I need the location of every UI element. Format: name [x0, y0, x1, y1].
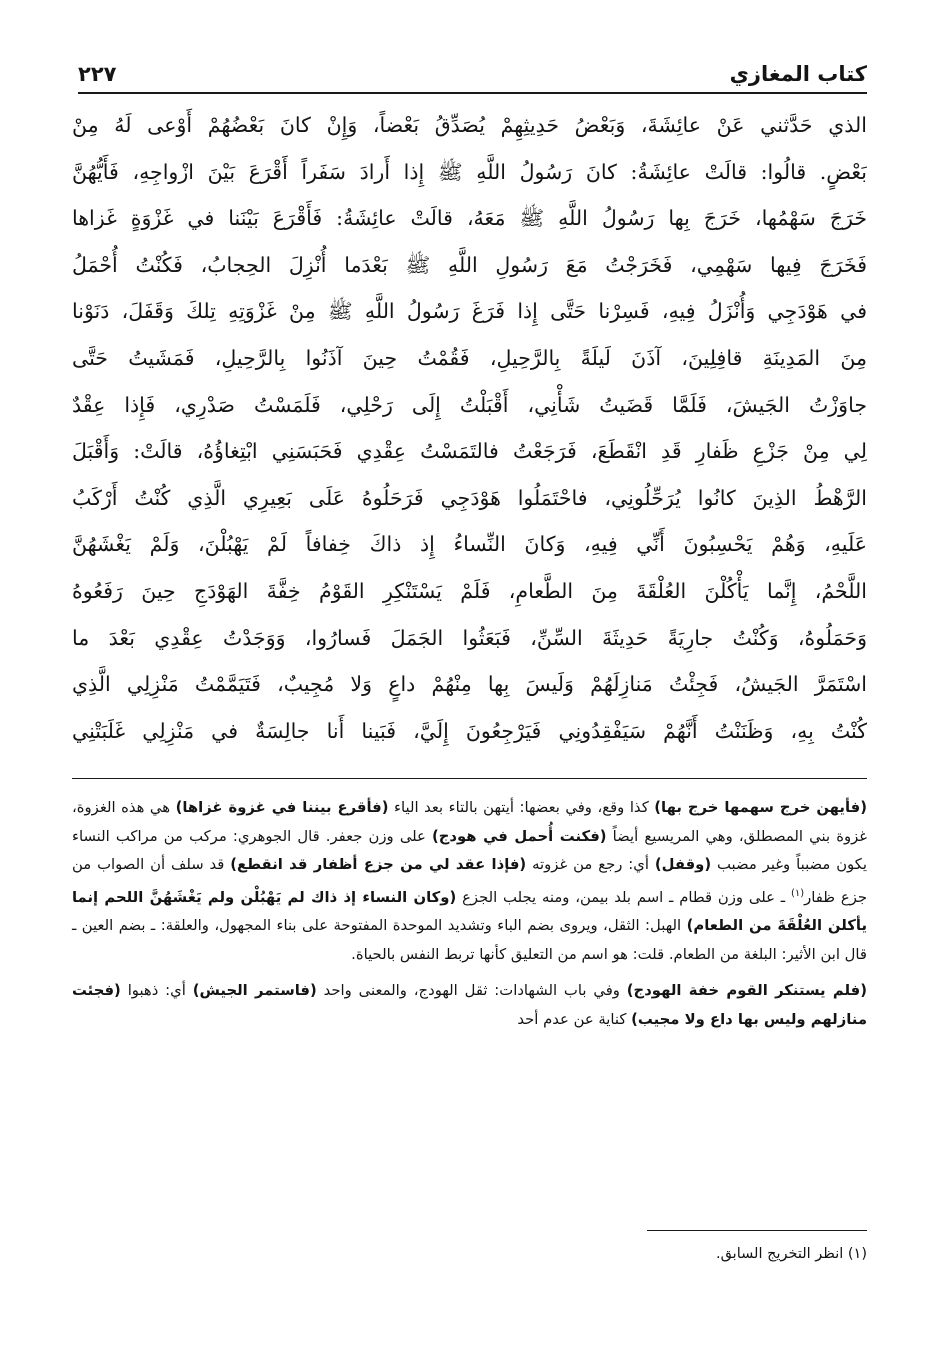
commentary-text: كذا وقع، وفي بعضها: أيتهن بالتاء بعد الياء [388, 799, 655, 816]
commentary-lemma: (فكنت أُحمل في هودج) [432, 827, 607, 845]
page-header [78, 46, 867, 94]
text-line: اسْتَمَرَّ الجَيشُ، فَجِئْتُ مَنازِلَهُمْ وَلَيسَ بِها مِنْهُمْ داعٍ وَلا مُجِيبٌ، فَتَيَمَّمْتُ مَنْزِلِي الَّذِي [72, 672, 867, 697]
commentary-text: كناية عن عدم أحد [517, 1011, 632, 1029]
commentary-text: الهبل: الثقل، ويروى بضم الباء وتشديد الموحدة المفتوحة على بناء المجهول، والعلقة: ـ بضم العين ـ قال ابن الأثير: البلغة من الطعام. قلت: هو اسم من التعليق كأنها تربط النفس بالحياة. [72, 917, 867, 963]
footnote: (١) انظر التخريج السابق. [715, 1246, 867, 1262]
commentary [72, 794, 867, 1035]
text-line: وَحَمَلُوهُ، وَكُنْتُ جارِيَةً حَدِيثَةَ السِّنِّ، فَبَعَثُوا الجَمَلَ فَسارُوا، وَوَجَدْتُ عِقْدِي بَعْدَ ما [72, 625, 867, 650]
commentary-lemma: (فاستمر الجيش) [192, 982, 317, 1000]
commentary-text: أي: رجع من غزوته [526, 856, 655, 874]
section-divider [72, 778, 867, 779]
commentary-lemma: (فلم يستنكر القوم خفة الهودج) [626, 982, 867, 1000]
text-line: الرَّهْطُ الذِينَ كانُوا يُرَحِّلُونِي، فاحْتَمَلُوا هَوْدَجِي فَرَحَلُوهُ عَلَى بَعِيرِي الَّذِي كُنْتُ أَرْكَبُ [72, 485, 867, 510]
footnote-divider [647, 1230, 867, 1231]
text-line: لِي مِنْ جَزْعِ ظَفارِ قَدِ انْقَطَعَ، فَرَجَعْتُ فالتَمَسْتُ عِقْدِي فَحَبَسَنِي ابْتِغاؤُهُ، قالَتْ: وَأَقْبَلَ [72, 439, 867, 464]
commentary-lemma: (وقفل) [654, 856, 712, 874]
commentary-lemma: (فإذا عقد لي من جزع أظفار قد انقطع) [230, 856, 527, 874]
text-line: في هَوْدَجِي وَأُنْزَلُ فِيهِ، فَسِرْنا حَتَّى إِذا فَرَغَ رَسُولُ اللَّهِ ﷺ مِنْ غَزْوَتِهِ تِلكَ وَقَفَلَ، دَنَوْنا [72, 299, 867, 324]
text-line: اللَّحْمُ، إِنَّما يَأْكُلْنَ العُلْقَةَ مِنَ الطَّعامِ، فَلَمْ يَسْتَنْكِرِ القَوْمُ خِفَّةَ الهَوْدَجِ حِينَ رَفَعُوهُ [72, 578, 867, 603]
text-line: الذي حَدَّثني عَنْ عائِشَةَ، وَبَعْضُ حَدِيثِهِمْ يُصَدِّقُ بَعْضاً، وَإِنْ كانَ بَعْضُهُمْ أَوْعى لَهُ مِنْ [72, 113, 867, 137]
text-line: مِنَ المَدِينَةِ قافِلِينَ، آذَنَ لَيلَةً بِالرَّحِيلِ، فَقُمْتُ حِينَ آذَنُوا بِالرَّحِيلِ، فَمَشَيتُ حَتَّى [72, 345, 867, 370]
commentary-paragraph [72, 977, 867, 1034]
text-line: خَرَجَ سَهْمُها، خَرَجَ بِها رَسُولُ اللَّهِ ﷺ مَعَهُ، قالَتْ عائِشَةُ: فَأَقْرَعَ بَيْنَنا في غَزْوَةٍ غَزاها [72, 206, 867, 231]
text-line: فَخَرَجَ فِيها سَهْمِي، فَخَرَجْتُ مَعَ رَسُولِ اللَّهِ ﷺ بَعْدَما أُنْزِلَ الحِجابُ، فَكُنْتُ أُحْمَلُ [72, 252, 867, 277]
commentary-lemma: (فجئت منازلهم وليس بها داع ولا مجيب) [72, 982, 867, 1029]
page-number: ٢٢٧ [78, 62, 117, 86]
commentary-text: قد سلف أن الصواب من جزع ظفار [72, 856, 868, 906]
commentary-lemma: (فأقرع بيننا في غزوة غزاها) [175, 799, 389, 816]
commentary-text: أي: ذهبوا [120, 982, 193, 1000]
text-line: جاوَزْتُ الجَيشَ، فَلَمَّا قَضَيتُ شَأْنِي، أَقْبَلْتُ إِلَى رَحْلِي، فَلَمَسْتُ صَدْرِي، فَإِذا عِقْدٌ [72, 392, 867, 417]
book-title: كتاب المغازي [729, 62, 867, 86]
footnote-ref: (١) [790, 887, 805, 899]
commentary-paragraph [72, 794, 867, 969]
text-line: عَلَيهِ، وَهُمْ يَحْسِبُونَ أَنِّي فِيهِ، وَكانَ النِّساءُ إِذ ذاكَ خِفافاً لَمْ يَهْبُلْنَ، وَلَمْ يَغْشَهُنَّ [72, 532, 867, 557]
commentary-lemma: (وكان النساء إذ ذاك لم يَهْبُلْن ولم يَغْشَهُنَّ اللحم إنما يأكلن العُلْقَةَ من الطعام) [72, 888, 868, 935]
text-line: كُنْتُ بِهِ، وَظَنَنْتُ أَنَّهُمْ سَيَفْقِدُونِي فَيَرْجِعُونَ إِلَيَّ، فَبَينا أَنا جالِسَةٌ في مَنْزِلِي غَلَبَتْنِي [72, 718, 867, 743]
hadith-text [72, 102, 867, 754]
commentary-text: على وزن جعفر. قال الجوهري: مركب من مراكب النساء يكون مضبباً وغير مضبب [72, 827, 867, 874]
commentary-text: هي هذه الغزوة، غزوة بني المصطلق، وهي المريسيع أيضاً [72, 799, 867, 845]
commentary-lemma: (فأيهن خرج سهمها خرج بها) [654, 799, 867, 816]
commentary-text: ـ على وزن قطام ـ اسم بلد بيمن، ومنه يجلب الجزع [456, 888, 791, 906]
commentary-text: وفي باب الشهادات: ثقل الهودج، والمعنى واحد [316, 982, 627, 1000]
text-line: بَعْضٍ. قالُوا: قالَتْ عائِشَةُ: كانَ رَسُولُ اللَّهِ ﷺ إِذا أَرادَ سَفَراً أَقْرَعَ بَيْنَ ازْواجِهِ، فَأَيُّهُنَّ [72, 159, 867, 184]
